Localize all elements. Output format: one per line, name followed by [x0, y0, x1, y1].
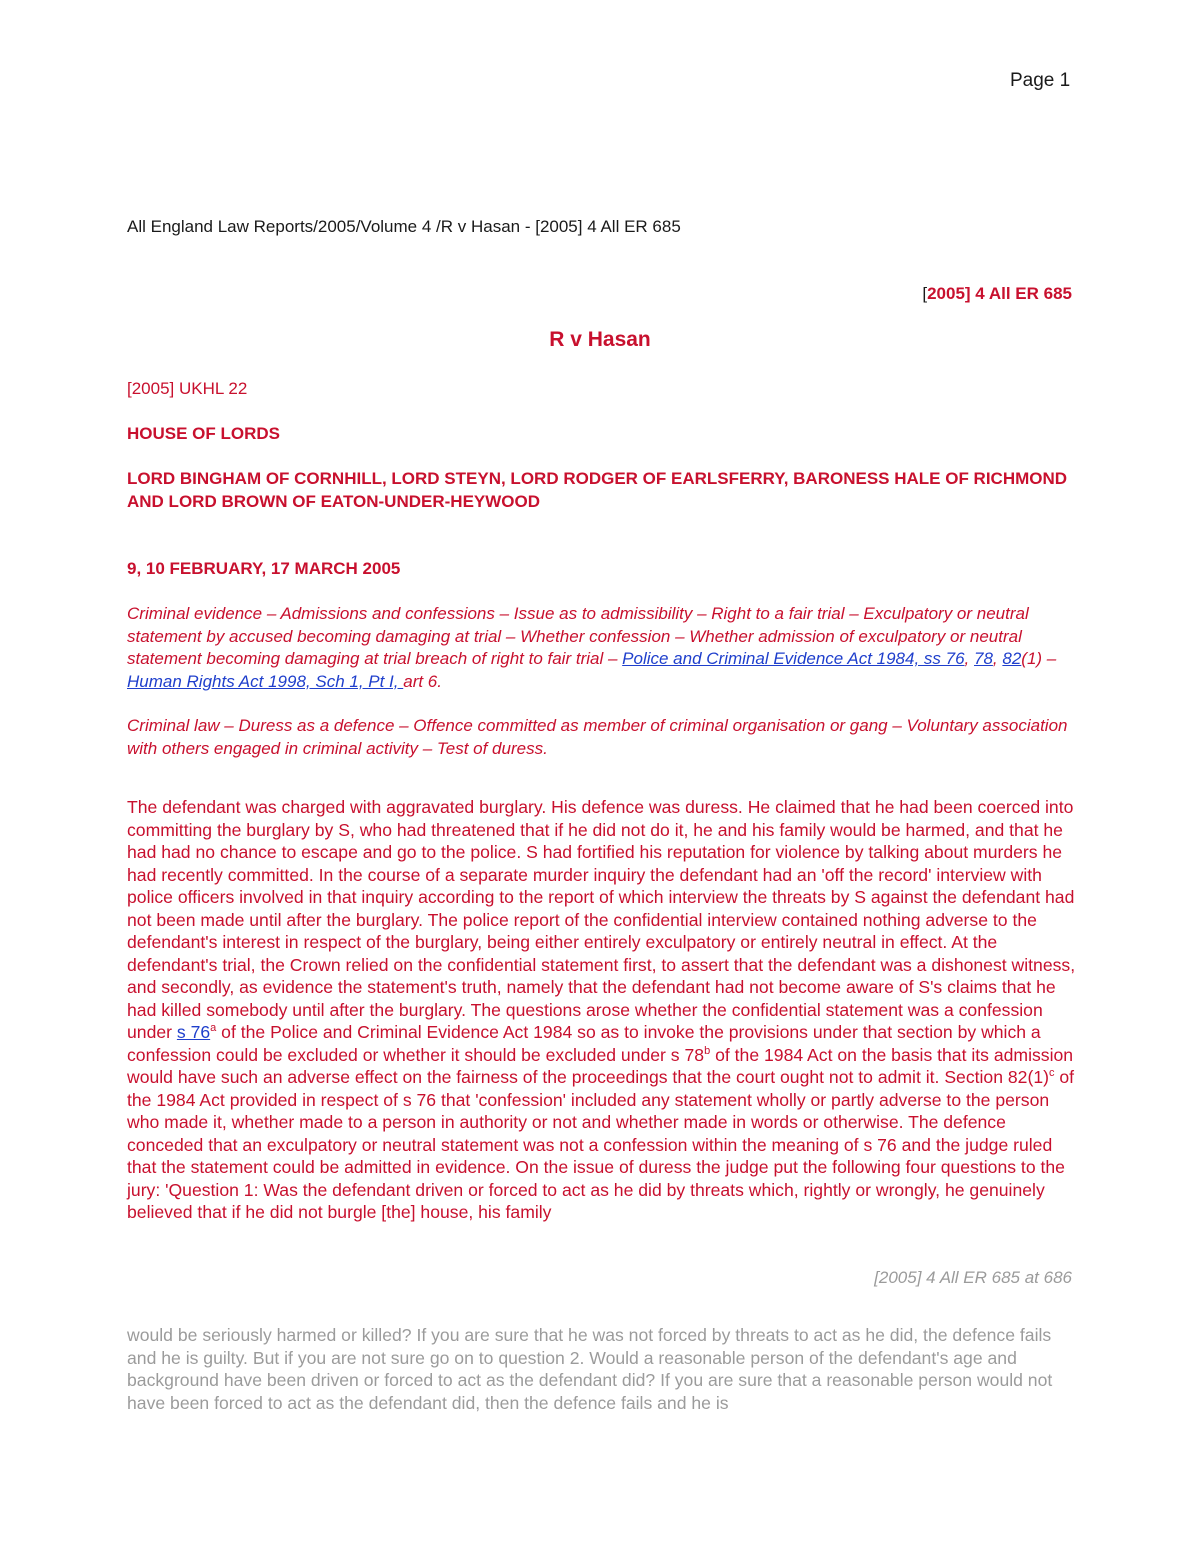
catchwords-text: art 6. — [403, 671, 442, 691]
report-citation — [922, 284, 1072, 304]
court-name: HOUSE OF LORDS — [127, 424, 281, 443]
catchwords-duress: Criminal law – Duress as a defence – Offence committed as member of criminal organisation or gang – Voluntary association with others engaged in criminal activity – Test of duress. — [127, 716, 1068, 758]
headnote-text: of the 1984 Act on the basis that its admission would have such an adverse effect on the fairness of the proceedings that the court ought not to admit it. Section 82(1) — [127, 1044, 1074, 1087]
link-pace-s82[interactable]: 82 — [1002, 649, 1022, 668]
case-title: R v Hasan — [549, 328, 651, 351]
headnote-text: of the Police and Criminal Evidence Act 1984 so as to invoke the provisions under that section by which a confession could be excluded or whether it should be excluded under s 78 — [127, 1022, 1041, 1065]
headnote-text: of the 1984 Act provided in respect of s 76 that 'confession' included any statement wholly or partly adverse to the person who made it, whether made to a person in authority or not and whether made in words or otherwise. The defence conceded that an exculpatory or neutral statement was not a confession within the meaning of s 76 and the judge ruled that the statement could be admitted in evidence. On the issue of duress the judge put the following four questions to the jury: 'Question 1: Was the defendant driven or forced to act as he did by threats which, rightly or wrongly, he genuinely believed that if he did not burgle [the] house, his family — [127, 1067, 1075, 1222]
breadcrumb: All England Law Reports/2005/Volume 4 /R v Hasan - [2005] 4 All ER 685 — [127, 217, 681, 236]
link-s76[interactable]: s 76 — [176, 1022, 211, 1042]
citation-year: 2005 — [927, 284, 965, 303]
footnote-marker-a[interactable]: a — [210, 1022, 217, 1035]
headnote-paragraph — [127, 796, 1077, 1224]
catchwords-text: (1) – — [1021, 649, 1057, 668]
catchwords-sep: , — [964, 649, 974, 668]
page-reference: [2005] 4 All ER 685 at 686 — [874, 1268, 1072, 1287]
continuation-text: would be seriously harmed or killed? If you are sure that he was not forced by threats to act as he did, the defence fails and he is guilty. But if you are not sure go on to question 2. Would a reasonable person of the defendant's age and background have been driven or forced to act as the defendant did? If you are sure that a reasonable person would not have been forced to act as the defendant did, then the defence fails and he is — [127, 1325, 1053, 1413]
link-pace-s76[interactable]: Police and Criminal Evidence Act 1984, ss 76 — [622, 649, 965, 668]
catchwords-text: Criminal evidence – Admissions and confessions – Issue as to admissibility – Right to a fair trial – Exculpatory or neutral statement by accused becoming damaging at trial – Whether confession – Whether admission of exculpatory or neutral statement becoming damaging at trial breach of right to fair trial – — [127, 604, 1029, 668]
citation-bracket: [ — [922, 284, 928, 303]
hearing-dates: 9, 10 FEBRUARY, 17 MARCH 2005 — [127, 559, 401, 578]
catchwords-evidence — [127, 603, 1077, 693]
link-pace-s78[interactable]: 78 — [974, 649, 993, 668]
headnote-text: The defendant was charged with aggravated burglary. His defence was duress. He claimed that he had been coerced into committing the burglary by S, who had threatened that if he did not do it, he and his family would be harmed, and that he had had no chance to escape and go to the police. S had fortified his reputation for violence by talking about murders he had recently committed. In the course of a separate murder inquiry the defendant had an 'off the record' interview with police officers involved in that inquiry according to the report of which interview the threats by S against the defendant had not been made until after the burglary. The police report of the confidential interview contained nothing adverse to the defendant's interest in respect of the burglary, being either entirely exculpatory or entirely neutral in effect. At the defendant's trial, the Crown relied on the confidential statement first, to assert that the defendant was a dishonest witness, and secondly, as evidence the statement's truth, namely that the defendant had not become aware of S's claims that he had killed somebody until after the burglary. The questions arose whether the confidential statement was a confession under — [127, 797, 1076, 1042]
page-number: Page 1 — [1010, 70, 1071, 91]
catchwords-sep: , — [992, 649, 1003, 668]
neutral-citation: [2005] UKHL 22 — [127, 379, 248, 398]
footnote-marker-c[interactable]: c — [1048, 1067, 1055, 1080]
footnote-marker-b[interactable]: b — [704, 1044, 711, 1057]
link-hra-1998[interactable]: Human Rights Act 1998, Sch 1, Pt I, — [127, 671, 404, 691]
citation-rest: ] 4 All ER 685 — [964, 284, 1072, 303]
judges-list: LORD BINGHAM OF CORNHILL, LORD STEYN, LORD RODGER OF EARLSFERRY, BARONESS HALE OF RICHMOND AND LORD BROWN OF EATON-UNDER-HEYWOOD — [127, 469, 1068, 511]
